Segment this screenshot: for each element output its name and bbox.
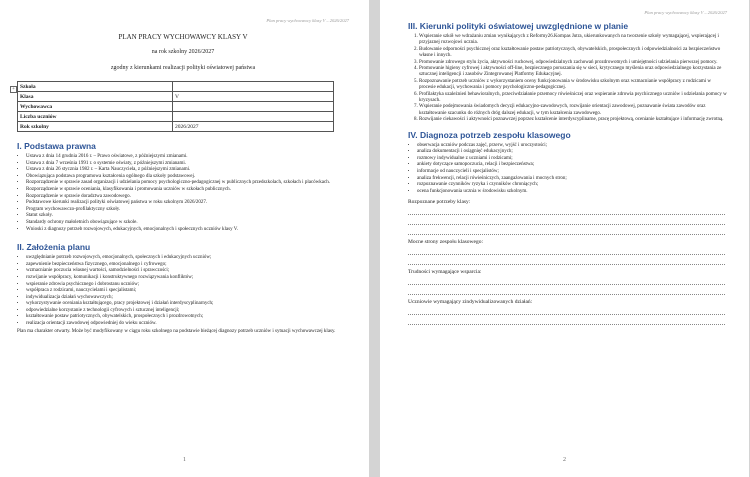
list-item: • Ustawa z dnia 14 grudnia 2016 r. – Prawo oświatowe, z późniejszymi zmianami. [26, 154, 349, 161]
list-item: • zapewnienie bezpieczeństwa fizycznego, emocjonalnego i cyfrowego; [26, 262, 349, 269]
table-move-handle-icon[interactable]: + [10, 86, 17, 93]
list-item: • rozpoznawanie czynników ryzyka i czynników chroniących; [417, 182, 727, 189]
list-item: • Rozporządzenie w sprawie oceniania, klasyfikowania i promowania uczniów w szkołach publicznych. [26, 187, 349, 194]
list-item: 1. Wspieranie szkół we wdrażaniu zmian wynikających z Reformy26.Kompas Jutra, ukierunkowanych na tworzenie szkoły wymagającej, wspierającej i przyjaznej rozwojowi ucznia. [419, 34, 727, 47]
table-value[interactable]: V [173, 92, 334, 102]
list-item: • współpraca z rodzicami, nauczycielami i specjalistami; [26, 288, 349, 295]
page-header: Plan pracy wychowawcy klasy V – 2026/2027 [644, 10, 727, 15]
list-item: • Standardy ochrony małoletnich obowiązujące w szkole. [26, 220, 349, 227]
table-value[interactable] [173, 82, 334, 92]
table-row [18, 92, 334, 102]
fill-in-line[interactable] [408, 275, 725, 285]
document-page-2 [380, 0, 749, 477]
list-item: 7. Wspieranie podejmowania świadomych decyzji edukacyjno-zawodowych, rozwijanie orientacji zawodowej, poznawanie świata zawodów oraz kształtowanie szacunku do różnych dróg dalszej edukacji, w tym kształcenia zawodowego. [419, 104, 727, 117]
diagnosis-methods-list [408, 143, 727, 196]
list-item: • Statut szkoły. [26, 213, 349, 220]
legal-basis-list [17, 154, 349, 233]
list-item: • kształtowanie postaw patriotycznych, obywatelskich, prospołecznych i prozdrowotnych; [26, 314, 349, 321]
list-item: • Rozporządzenie w sprawie doradztwa zawodowego. [26, 194, 349, 201]
field-label-class-needs: Rozpoznane potrzeby klasy: [408, 199, 471, 206]
fill-in-line[interactable] [408, 315, 725, 325]
list-item: • Wnioski z diagnozy potrzeb rozwojowych, edukacyjnych, emocjonalnych i społecznych uczniów klasy V. [26, 227, 349, 234]
field-label-difficulties: Trudności wymagające wsparcia: [408, 269, 482, 276]
table-label: Klasa [18, 92, 173, 102]
list-item: 5. Rozpoznawanie potrzeb uczniów z wykorzystaniem oceny funkcjonowania w środowisku szkolnym oraz wzmacnianie współpracy z rodzicami w procesie edukacji, wychowania i pomocy psychologiczno-pedagogicznej. [419, 79, 727, 92]
table-label: Liczba uczniów [18, 112, 173, 122]
list-item: • Ustawa z dnia 7 września 1991 r. o systemie oświaty, z późniejszymi zmianami. [26, 161, 349, 168]
list-item: • analiza frekwencji, relacji rówieśniczych, zaangażowania i mocnych stron; [417, 176, 727, 183]
field-label-individual-students: Uczniowie wymagający zindywidualizowanych działań: [408, 299, 533, 306]
table-row [18, 122, 334, 132]
table-label: Wychowawca [18, 102, 173, 112]
document-subtitle: na rok szkolny 2026/2027 [151, 49, 215, 55]
page-number: 1 [183, 457, 186, 463]
table-label: Szkoła [18, 82, 173, 92]
list-item: • wzmacnianie poczucia własnej wartości, samodzielności i sprawczości; [26, 268, 349, 275]
list-item: • Obowiązująca podstawa programowa kształcenia ogólnego dla szkoły podstawowej. [26, 174, 349, 181]
list-item: 6. Profilaktyka uzależnień behawioralnych, przeciwdziałanie przemocy rówieśniczej oraz wspieranie zdrowia psychicznego uczniów i udzielania pomocy w kryzysach. [419, 92, 727, 105]
list-item: • analiza dokumentacji i osiągnięć edukacyjnych; [417, 149, 727, 156]
fill-in-line[interactable] [408, 205, 725, 215]
list-item: 2. Budowanie odporności psychicznej oraz kształtowanie postaw patriotycznych, obywatelskich, prospołecznych i odpowiedzialności za bezpieczeństwo własne i innych. [419, 47, 727, 60]
list-item: • rozmowy indywidualne z uczniami i rodzicami; [417, 156, 727, 163]
list-item: • realizacja orientacji zawodowej odpowiedniej do wieku uczniów. [26, 321, 349, 328]
table-row [18, 112, 334, 122]
fill-in-line[interactable] [408, 255, 725, 265]
table-label: Rok szkolny [18, 122, 173, 132]
list-item: • wykorzystywanie oceniania kształtującego, pracy projektowej i działań interdyscyplinarnych; [26, 301, 349, 308]
page-number: 2 [563, 457, 566, 463]
list-item: • indywidualizacja działań wychowawczych; [26, 295, 349, 302]
policy-directions-list [408, 34, 727, 124]
fill-in-line[interactable] [408, 245, 725, 255]
class-info-table [17, 81, 334, 132]
list-item: • Ustawa z dnia 26 stycznia 1982 r. – Karta Nauczyciela, z późniejszymi zmianami. [26, 167, 349, 174]
list-item: • Rozporządzenie w sprawie zasad organizacji i udzielania pomocy psychologiczno-pedagogicznej w publicznych przedszkolach, szkołach i placówkach. [26, 180, 349, 187]
section-heading-class-diagnosis: IV. Diagnoza potrzeb zespołu klasowego [408, 129, 571, 140]
list-item: • obserwacja uczniów podczas zajęć, przerw, wyjść i uroczystości; [417, 143, 727, 150]
table-row [18, 82, 334, 92]
list-item: • wspieranie zdrowia psychicznego i dobrostanu uczniów; [26, 282, 349, 289]
fill-in-line[interactable] [408, 285, 725, 295]
section-heading-legal-basis: I. Podstawa prawna [17, 141, 96, 151]
list-item: 3. Promowanie zdrowego stylu życia, aktywności ruchowej, odpowiedzialnych zachowań prozdrowotnych i umiejętności udzielania pierwszej pomocy. [419, 60, 727, 66]
page-header: Plan pracy wychowawcy klasy V – 2026/2027 [266, 18, 349, 23]
plan-note: Plan ma charakter otwarty. Może być modyfikowany w ciągu roku szkolnego na podstawie bieżącej diagnozy potrzeb uczniów i sytuacji wychowawczej klasy. [17, 328, 336, 334]
list-item: • odpowiedzialne korzystanie z technologii cyfrowych i sztucznej inteligencji; [26, 308, 349, 315]
fill-in-line[interactable] [408, 305, 725, 315]
plan-assumptions-list [17, 255, 349, 328]
section-heading-policy-directions: III. Kierunki polityki oświatowej uwzględnione w planie [408, 21, 629, 31]
table-value[interactable] [173, 112, 334, 122]
list-item: • Podstawowe kierunki realizacji polityki oświatowej państwa w roku szkolnym 2026/2027. [26, 200, 349, 207]
list-item: • rozwijanie współpracy, komunikacji i konstruktywnego rozwiązywania konfliktów; [26, 275, 349, 282]
table-value[interactable]: 2026/2027 [173, 122, 334, 132]
list-item: • ankiety dotyczące samopoczucia, relacji i bezpieczeństwa; [417, 162, 727, 169]
table-row [18, 102, 334, 112]
list-item: 4. Promowanie higieny cyfrowej i aktywności off-line, bezpiecznego poruszania się w sieci, krytycznego myślenia oraz odpowiedzialnego korzystania ze sztucznej inteligencji i zasobów Zintegrowanej Platformy Edukacyjnej. [419, 66, 727, 79]
document-title: PLAN PRACY WYCHOWAWCY KLASY V [118, 33, 248, 41]
list-item: • ocena funkcjonowania ucznia w środowisku szkolnym. [417, 189, 727, 196]
document-subtitle-2: zgodny z kierunkami realizacji polityki oświatowej państwa [110, 65, 256, 71]
fill-in-line[interactable] [408, 225, 725, 235]
table-value[interactable] [173, 102, 334, 112]
list-item: 8. Rozwijanie ciekawości i aktywności poznawczej poprzez kształcenie interdyscyplinarne, pracę projektową, ocenianie kształtujące i informację zwrotną. [419, 117, 727, 123]
list-item: • uwzględnianie potrzeb rozwojowych, emocjonalnych, społecznych i edukacyjnych uczniów; [26, 255, 349, 262]
fill-in-line[interactable] [408, 215, 725, 225]
list-item: • informacje od nauczycieli i specjalistów; [417, 169, 727, 176]
list-item: • Program wychowawczo-profilaktyczny szkoły. [26, 207, 349, 214]
field-label-strengths: Mocne strony zespołu klasowego: [408, 239, 483, 246]
section-heading-plan-assumptions: II. Założenia planu [17, 242, 91, 253]
document-page-1 [0, 0, 369, 477]
